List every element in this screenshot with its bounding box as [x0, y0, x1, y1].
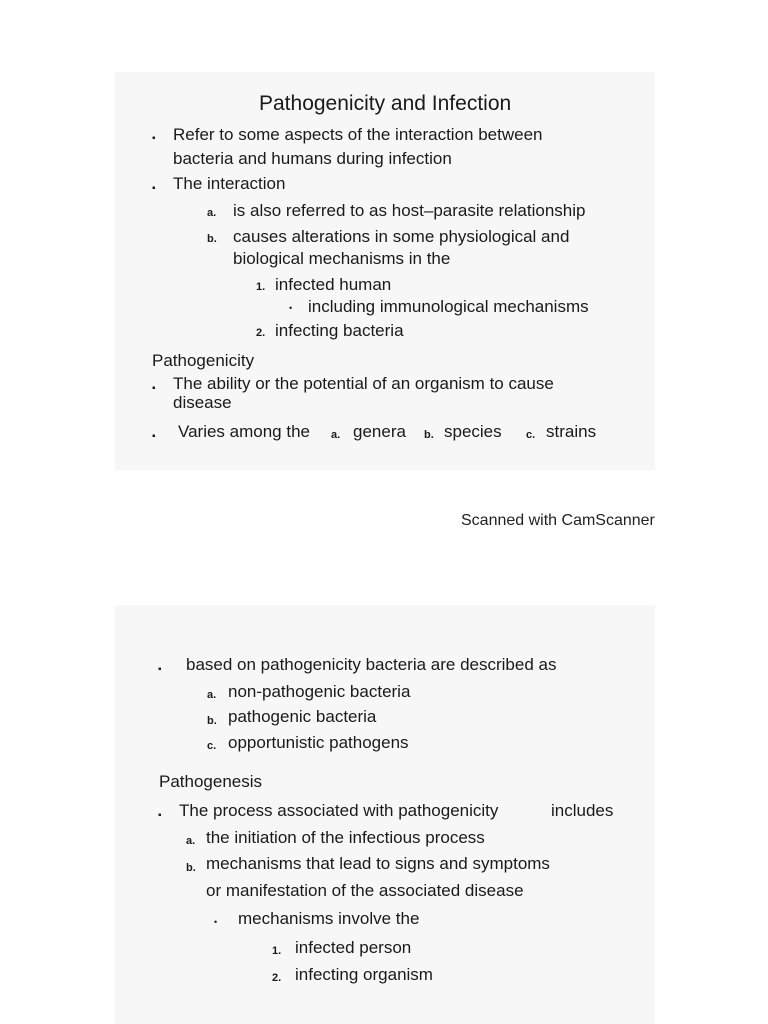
list-item: infecting organism [295, 965, 433, 984]
scanner-watermark: Scanned with CamScanner [461, 512, 655, 529]
list-item: mechanisms that lead to signs and symptoms [206, 854, 550, 873]
list-marker: 2. [256, 327, 266, 339]
list-item: opportunistic pathogens [228, 733, 409, 752]
list-marker: 2. [272, 972, 282, 984]
list-item: infecting bacteria [275, 321, 404, 340]
slide-title: Pathogenicity and Infection [259, 92, 512, 115]
list-item: genera [353, 422, 406, 441]
list-marker: b. [207, 715, 217, 727]
bullet-marker: ▪ [158, 664, 162, 675]
list-marker: b. [186, 862, 196, 874]
list-marker: c. [526, 429, 536, 441]
list-marker: c. [207, 740, 217, 752]
list-item: non-pathogenic bacteria [228, 682, 411, 701]
section-heading: Pathogenesis [159, 772, 263, 791]
list-item: species [444, 422, 502, 441]
list-item: infected human [275, 275, 392, 294]
list-marker: b. [207, 233, 217, 245]
bullet-marker: • [289, 303, 293, 313]
bullet-text: The ability or the potential of an organism to cause [173, 374, 554, 393]
bullet-text: bacteria and humans during infection [173, 149, 452, 168]
bullet-marker: ▪ [152, 183, 156, 194]
list-item: including immunological mechanisms [308, 297, 589, 316]
bullet-text: The process associated with pathogenicity [179, 801, 499, 820]
bullet-marker: ▪ [152, 431, 156, 442]
list-marker: a. [186, 835, 196, 847]
list-marker: a. [207, 207, 217, 219]
list-item: or manifestation of the associated disease [206, 881, 524, 900]
list-marker: 1. [256, 281, 266, 293]
list-marker: 1. [272, 945, 282, 957]
list-item: infected person [295, 938, 412, 957]
list-item: causes alterations in some physiological and [233, 227, 570, 246]
bullet-text: based on pathogenicity bacteria are described as [186, 655, 557, 674]
bullet-text: disease [173, 393, 232, 412]
bullet-text: includes [551, 801, 614, 820]
bullet-text: Varies among the [178, 422, 310, 441]
list-marker: a. [331, 429, 341, 441]
list-item: the initiation of the infectious process [206, 828, 485, 847]
list-item: pathogenic bacteria [228, 707, 377, 726]
list-item: strains [546, 422, 597, 441]
bullet-marker: • [214, 917, 218, 927]
list-marker: a. [207, 689, 217, 701]
section-heading: Pathogenicity [152, 351, 255, 370]
list-item: mechanisms involve the [238, 909, 420, 928]
bullet-marker: ▪ [158, 810, 162, 821]
bullet-marker: ▪ [152, 133, 156, 144]
bullet-marker: ▪ [152, 383, 156, 394]
list-item: is also referred to as host–parasite relationship [233, 201, 586, 220]
bullet-text: Refer to some aspects of the interaction between [173, 125, 543, 144]
list-item: biological mechanisms in the [233, 249, 451, 268]
list-marker: b. [424, 429, 434, 441]
bullet-text: The interaction [173, 174, 286, 193]
